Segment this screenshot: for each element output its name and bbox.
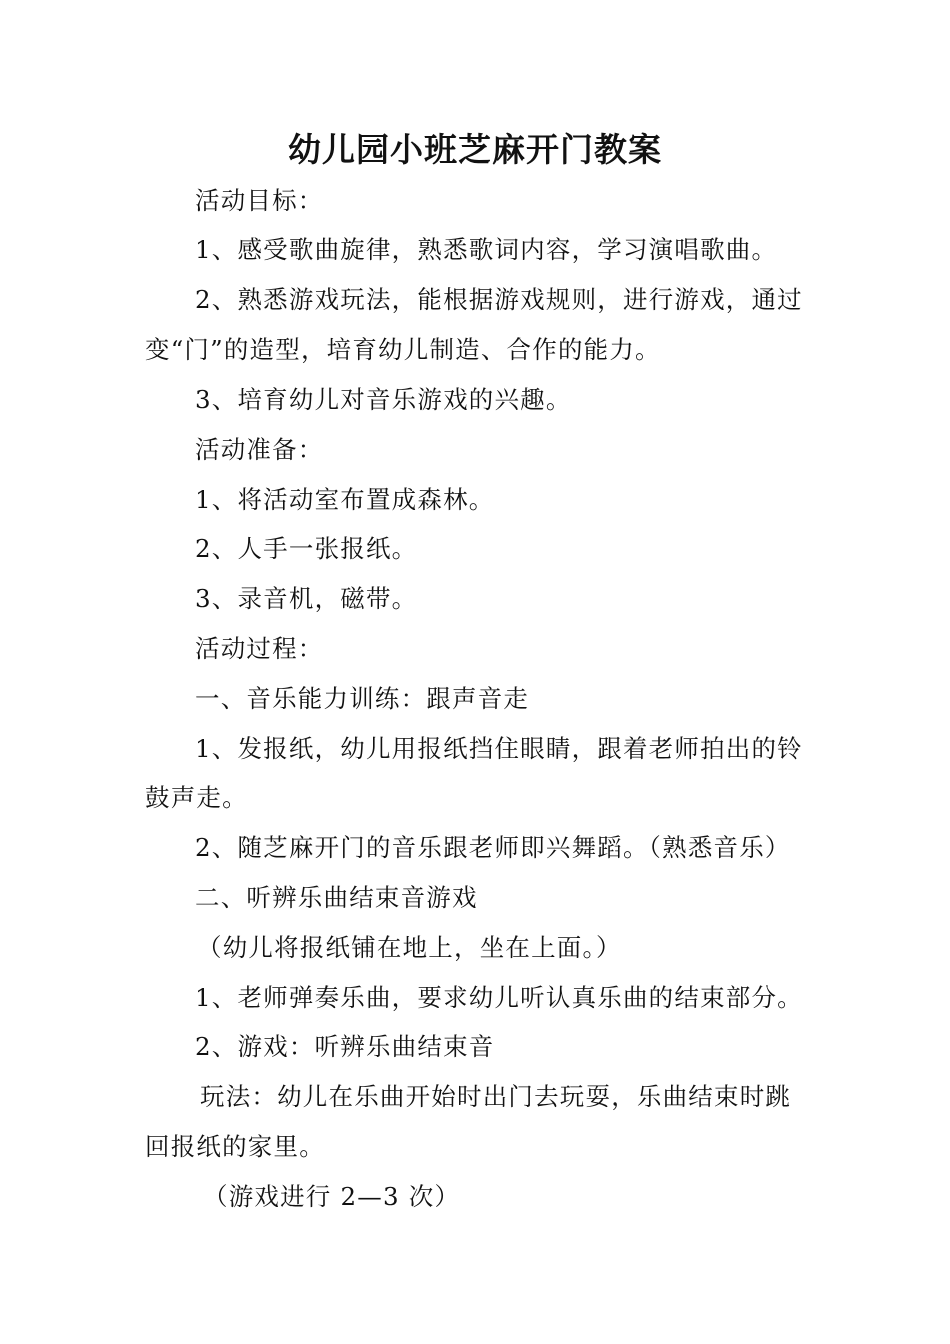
- paragraph-line: 鼓声走。: [145, 783, 248, 812]
- paragraph-line: 回报纸的家里。: [145, 1132, 325, 1161]
- paragraph-line: 1、将活动室布置成森林。: [195, 485, 495, 514]
- paragraph-line: 变“门”的造型，培育幼儿制造、合作的能力。: [145, 335, 661, 364]
- paragraph-line: 2、熟悉游戏玩法，能根据游戏规则，进行游戏，通过: [195, 285, 803, 314]
- paragraph-line: 1、发报纸，幼儿用报纸挡住眼睛，跟着老师拍出的铃: [195, 734, 803, 763]
- document-title: 幼儿园小班芝麻开门教案: [288, 130, 662, 169]
- paragraph-line: 2、人手一张报纸。: [195, 534, 418, 563]
- paragraph-line: 2、随芝麻开门的音乐跟老师即兴舞蹈。（熟悉音乐）: [195, 833, 791, 862]
- paragraph-line: 一、音乐能力训练：跟声音走: [195, 684, 530, 713]
- paragraph-line: （幼儿将报纸铺在地上，坐在上面。）: [197, 933, 622, 962]
- paragraph-line: （游戏进行 2—3 次）: [203, 1182, 461, 1211]
- section-heading-process: 活动过程：: [195, 634, 324, 663]
- paragraph-line: 3、录音机，磁带。: [195, 584, 418, 613]
- paragraph-line: 二、听辨乐曲结束音游戏: [195, 883, 478, 912]
- paragraph-line: 玩法：幼儿在乐曲开始时出门去玩耍，乐曲结束时跳: [200, 1082, 792, 1111]
- section-heading-preparation: 活动准备：: [195, 435, 324, 464]
- paragraph-line: 2、游戏：听辨乐曲结束音: [195, 1032, 495, 1061]
- section-heading-goals: 活动目标：: [195, 186, 324, 215]
- paragraph-line: 3、培育幼儿对音乐游戏的兴趣。: [195, 385, 572, 414]
- paragraph-line: 1、老师弹奏乐曲，要求幼儿听认真乐曲的结束部分。: [195, 983, 803, 1012]
- paragraph-line: 1、感受歌曲旋律，熟悉歌词内容，学习演唱歌曲。: [195, 235, 778, 264]
